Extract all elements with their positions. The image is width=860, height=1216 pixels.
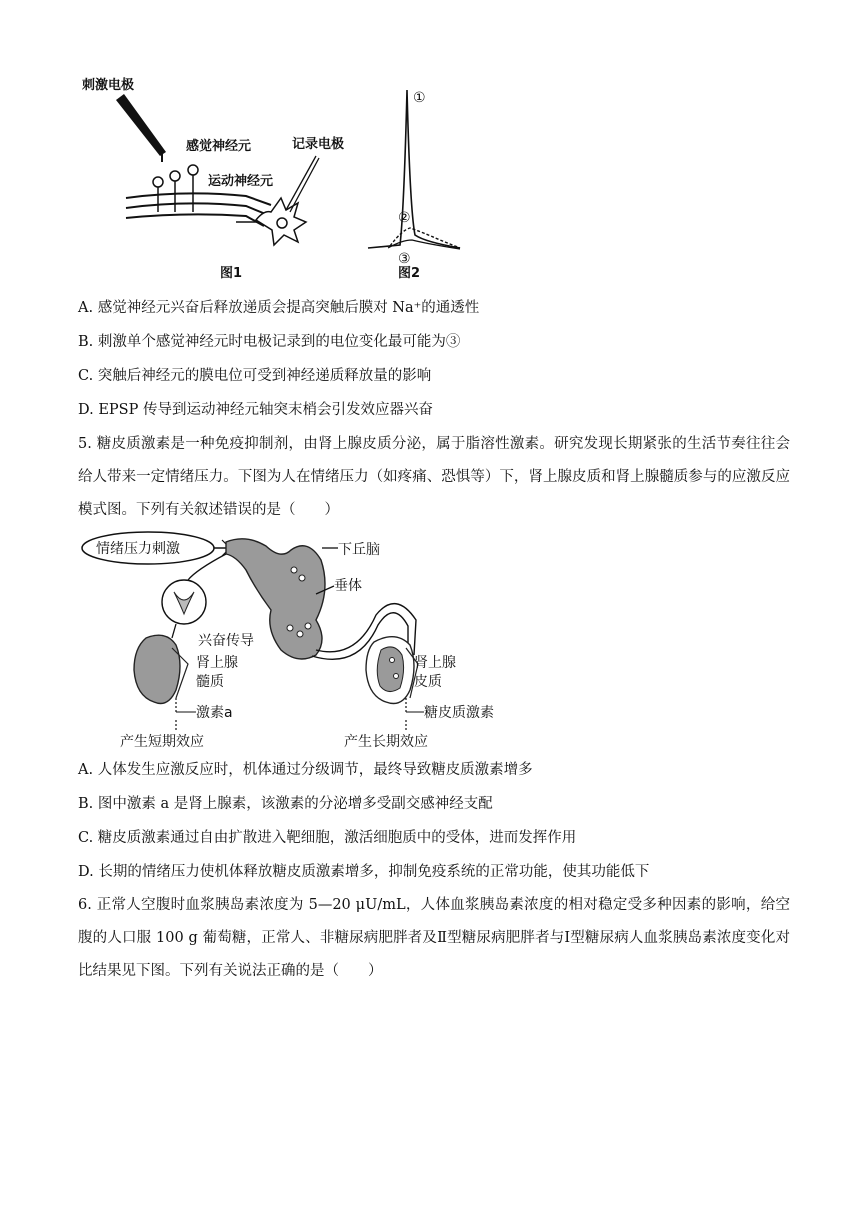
action-potential-trace [368, 90, 460, 248]
q6-stem-text: 6. 正常人空腹时血浆胰岛素浓度为 5—20 μU/mL，人体血浆胰岛素浓度的相对稳定受多种因素的影响，给空腹的人口服 100 g 葡萄糖，正常人、非糖尿病肥胖者及Ⅱ型糖尿病肥胖者与Ⅰ型糖尿病人血浆胰岛素浓度变化对比结果见下图。下列有关说法正确的是（ ） [78, 897, 790, 979]
motor-neuron-label: 运动神经元 [208, 174, 274, 189]
q4-option-b: B. 刺激单个感觉神经元时电极记录到的电位变化最可能为③ [78, 334, 461, 350]
hypothalamus-label: 下丘脑 [338, 542, 380, 558]
q4-option-d: D. EPSP 传导到运动神经元轴突末梢会引发效应器兴奋 [78, 402, 433, 418]
cortex-label-2: 皮质 [414, 674, 442, 690]
figure-1-neuron-diagram [76, 70, 366, 285]
q4-option-c: C. 突触后神经元的膜电位可受到神经递质释放量的影响 [78, 368, 432, 384]
record-electrode-label: 记录电极 [292, 137, 345, 152]
glucocorticoid-label: 糖皮质激素 [424, 705, 494, 721]
q5-stem [78, 428, 790, 527]
stim-electrode-label: 刺激电极 [82, 78, 135, 93]
sensory-neuron-label: 感觉神经元 [186, 139, 252, 154]
pituitary-label: 垂体 [334, 578, 362, 594]
short-effect-label: 产生短期效应 [120, 734, 204, 750]
figure-2-potential-trace [360, 80, 470, 285]
adrenal-medulla [134, 635, 180, 703]
motor-neuron [256, 198, 306, 245]
figure-2-caption: 图2 [398, 266, 421, 281]
long-effect-label: 产生长期效应 [344, 734, 428, 750]
q6-stem [78, 889, 790, 988]
q5-option-b: B. 图中激素 a 是肾上腺素，该激素的分泌增多受副交感神经支配 [78, 796, 493, 812]
figure-1-caption: 图1 [220, 266, 243, 281]
q5-stem-text: 5. 糖皮质激素是一种免疫抑制剂，由肾上腺皮质分泌，属于脂溶性激素。研究发现长期紧张的生活节奏往往会给人带来一定情绪压力。下图为人在情绪压力（如疼痛、恐惧等）下，肾上腺皮质和肾上腺髓质参与的应激反应模式图。下列有关叙述错误的是（ ） [78, 436, 790, 518]
q5-option-a: A. 人体发生应激反应时，机体通过分级调节，最终导致糖皮质激素增多 [78, 762, 533, 778]
mark-1: ① [413, 90, 426, 106]
mark-3: ③ [398, 251, 411, 267]
excitation-label: 兴奋传导 [198, 633, 254, 649]
hormone-a-label: 激素a [196, 705, 233, 721]
medulla-label-1: 肾上腺 [196, 655, 238, 671]
q5-stress-response-diagram [76, 530, 516, 755]
medulla-label-2: 髓质 [196, 674, 224, 690]
cortex-label-1: 肾上腺 [414, 655, 456, 671]
q5-option-c: C. 糖皮质激素通过自由扩散进入靶细胞，激活细胞质中的受体，进而发挥作用 [78, 830, 577, 846]
stimulating-electrode [116, 94, 166, 156]
stress-label: 情绪压力刺激 [96, 541, 180, 557]
mark-2: ② [398, 210, 411, 226]
q5-option-d: D. 长期的情绪压力使机体释放糖皮质激素增多，抑制免疫系统的正常功能，使其功能低下 [78, 864, 650, 880]
q4-option-a: A. 感觉神经元兴奋后释放递质会提高突触后膜对 Na⁺的通透性 [78, 300, 480, 316]
